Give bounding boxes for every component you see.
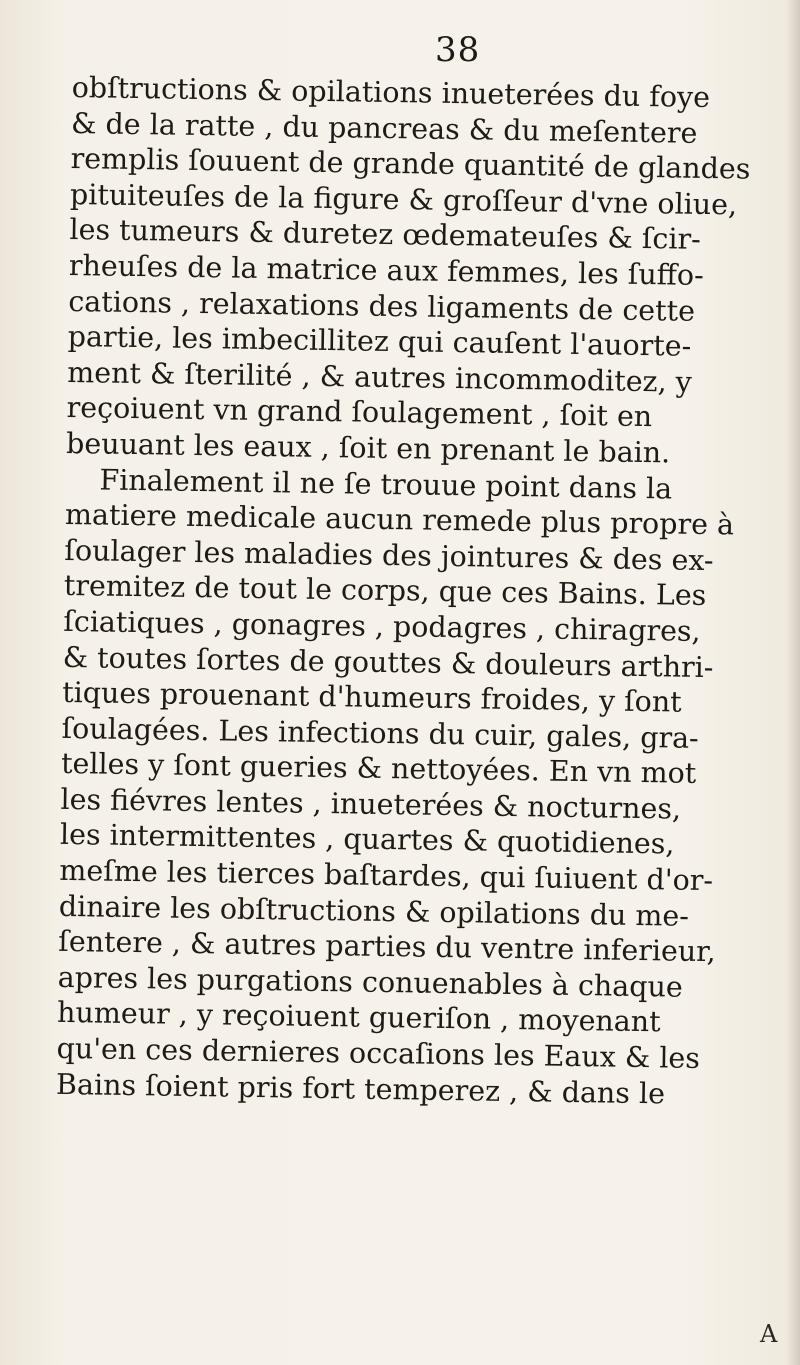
text-line: & toutes ſortes de gouttes & douleurs arthri- [62,640,714,684]
text-line: remplis ſouuent de grande quantité de glandes [70,142,751,186]
text-line: les tumeurs & duretez œdemateuſes & ſcir- [69,213,701,257]
text-line: ſentere , & autres parties du ventre inferieur, [58,925,717,969]
text-line: rheuſes de la matrice aux femmes, les ſuffo- [68,248,705,292]
text-line: partie, les imbecillitez qui cauſent l'auorte- [67,320,692,363]
text-line: tiques prouenant d'humeurs froides, y ſont [61,676,682,719]
text-line: qu'en ces dernieres occaſions les Eaux & les [56,1031,701,1076]
text-line: ment & ſterilité , & autres incommoditez, y [66,355,693,399]
paragraph-start-line: Finalement il ne ſe trouue point dans la [99,463,673,506]
text-line: pituiteuſes de la figure & groſſeur d'vne oliue, [69,177,738,222]
text-line: ſoulager les maladies des jointures & des ex- [64,533,714,577]
catchword-mark: A [760,1320,778,1348]
text-line: ſciatiques , gonagres , podagres , chiragres, [63,604,701,648]
text-line: les fiévres lentes , inueterées & nocturnes, [60,782,682,826]
text-line: ſoulagées. Les infections du cuir, gales, gra- [61,711,699,755]
text-line: Bains ſoient pris fort temperez , & dans le [55,1067,666,1111]
text-line: apres les purgations conuenables à chaque [57,960,684,1004]
text-line: reçoiuent vn grand ſoulagement , ſoit en [66,391,653,434]
page-number: 38 [435,30,481,70]
text-line: meſme les tierces baſtardes, qui ſuiuent d'or- [59,853,714,898]
text-line: dinaire les obſtructions & opilations du me- [58,889,690,933]
text-line: tremitez de tout le corps, que ces Bains. Les [63,569,707,613]
text-line: obſtructions & opilations inueterées du foye [71,70,711,115]
text-line: matiere medicale aucun remede plus propre à [64,498,735,542]
text-line: cations , relaxations des ligaments de cette [68,284,696,328]
text-line: humeur , y reçoiuent gueriſon , moyenant [56,996,661,1039]
text-line: les intermittentes , quartes & quotidienes, [59,818,675,862]
text-line: & de la ratte , du pancreas & du meſentere [70,106,698,150]
text-line: telles y ſont gueries & nettoyées. En vn mot [60,747,697,791]
text-line: beuuant les eaux , ſoit en prenant le bain. [65,426,671,470]
body-text [56,70,792,1113]
